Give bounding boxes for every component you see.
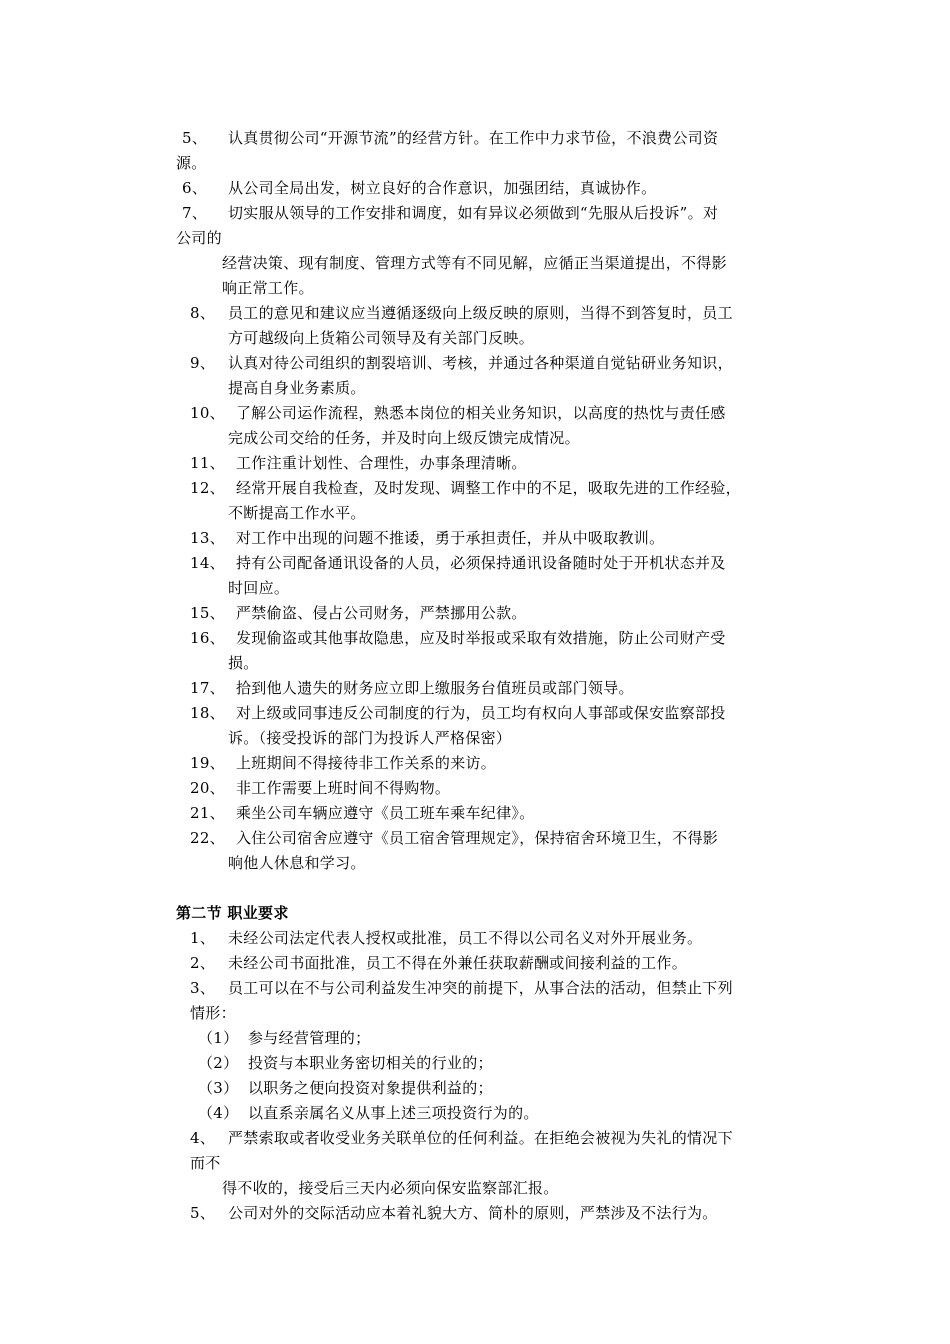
list-item: [190, 951, 687, 976]
item-number: 9、: [190, 354, 216, 372]
list-item: [190, 751, 496, 776]
list-item: [190, 351, 733, 376]
sub-item-number: （1）: [198, 1029, 239, 1047]
item-text: 入住公司宿舍应遵守《员工宿舍管理规定》，保持宿舍环境卫生，不得影: [236, 829, 719, 847]
item-continuation: 方可越级向上货箱公司领导及有关部门反映。: [228, 329, 535, 347]
item-number: 20、: [190, 779, 225, 797]
list-item: [190, 626, 726, 651]
item-number: 11、: [190, 454, 225, 472]
item-number: 14、: [190, 554, 225, 572]
list-item: [190, 801, 535, 826]
item-text: 认真对待公司组织的割裂培训、考核，并通过各种渠道自觉钻研业务知识，: [228, 354, 733, 372]
item-text: 非工作需要上班时间不得购物。: [236, 779, 451, 797]
sub-item: [198, 1051, 493, 1076]
item-number: 2、: [190, 954, 216, 972]
sub-item-number: （3）: [198, 1079, 239, 1097]
item-continuation: 公司的: [176, 229, 222, 247]
item-text: 经常开展自我检查，及时发现、调整工作中的不足，吸取先进的工作经验，: [236, 479, 741, 497]
item-continuation: 不断提高工作水平。: [228, 504, 366, 522]
item-text: 了解公司运作流程，熟悉本岗位的相关业务知识，以高度的热忱与责任感: [236, 404, 726, 422]
item-number: 19、: [190, 754, 225, 772]
item-number: 12、: [190, 479, 225, 497]
item-number: 8、: [190, 304, 216, 322]
item-number: 5、: [182, 129, 208, 147]
sub-item-number: （2）: [198, 1054, 239, 1072]
sub-item-text: 投资与本职业务密切相关的行业的；: [248, 1054, 493, 1072]
item-text: 工作注重计划性、合理性，办事条理清晰。: [236, 454, 527, 472]
list-item: [190, 676, 634, 701]
list-item: [190, 701, 726, 726]
sub-item-text: 以职务之便向投资对象提供利益的；: [248, 1079, 493, 1097]
item-text: 未经公司书面批准，员工不得在外兼任获取薪酬或间接利益的工作。: [228, 954, 688, 972]
list-item: [190, 451, 527, 476]
list-item: [190, 776, 450, 801]
list-item: [190, 976, 733, 1001]
item-number: 16、: [190, 629, 225, 647]
item-number: 15、: [190, 604, 225, 622]
item-continuation: 得不收的，接受后三天内必须向保安监察部汇报。: [222, 1179, 559, 1197]
item-number: 10、: [190, 404, 225, 422]
item-number: 22、: [190, 829, 225, 847]
list-item: [190, 301, 733, 326]
sub-item: [198, 1026, 370, 1051]
list-item: [182, 126, 718, 151]
list-item: [190, 526, 664, 551]
item-number: 17、: [190, 679, 225, 697]
item-text: 严禁偷盗、侵占公司财务，严禁挪用公款。: [236, 604, 527, 622]
item-continuation: 响他人休息和学习。: [228, 854, 366, 872]
sub-item: [198, 1076, 493, 1101]
list-item: [190, 476, 741, 501]
item-continuation: 提高自身业务素质。: [228, 379, 366, 397]
item-continuation: 时回应。: [228, 579, 290, 597]
item-number: 6、: [182, 179, 208, 197]
item-number: 3、: [190, 979, 216, 997]
item-text: 公司对外的交际活动应本着礼貌大方、简朴的原则，严禁涉及不法行为。: [228, 1204, 718, 1222]
item-text: 切实服从领导的工作安排和调度，如有异议必须做到“先服从后投诉”。对: [228, 204, 719, 222]
item-text: 拾到他人遗失的财务应立即上缴服务台值班员或部门领导。: [236, 679, 634, 697]
list-item: [190, 401, 726, 426]
sub-item-text: 参与经营管理的；: [248, 1029, 371, 1047]
item-number: 18、: [190, 704, 225, 722]
item-number: 7、: [182, 204, 208, 222]
item-number: 4、: [190, 1129, 216, 1147]
item-text: 从公司全局出发，树立良好的合作意识，加强团结，真诚协作。: [228, 179, 657, 197]
list-item: [190, 1201, 718, 1226]
item-continuation: 而不: [190, 1154, 221, 1172]
item-text: 对工作中出现的问题不推诿，勇于承担责任，并从中吸取教训。: [236, 529, 665, 547]
item-text: 发现偷盗或其他事故隐患，应及时举报或采取有效措施，防止公司财产受: [236, 629, 726, 647]
item-continuation: 损。: [228, 654, 259, 672]
sub-item: [198, 1101, 539, 1126]
section-heading: 第二节 职业要求: [176, 904, 289, 922]
item-text: 员工的意见和建议应当遵循逐级向上级反映的原则，当得不到答复时，员工: [228, 304, 733, 322]
item-text: 认真贯彻公司“开源节流”的经营方针。在工作中力求节俭，不浪费公司资: [228, 129, 719, 147]
item-text: 上班期间不得接待非工作关系的来访。: [236, 754, 497, 772]
list-item: [182, 176, 656, 201]
list-item: [190, 551, 726, 576]
item-number: 5、: [190, 1204, 216, 1222]
item-text: 对上级或同事违反公司制度的行为，员工均有权向人事部或保安监察部投: [236, 704, 726, 722]
list-item: [190, 926, 702, 951]
item-text: 员工可以在不与公司利益发生冲突的前提下，从事合法的活动，但禁止下列: [228, 979, 733, 997]
item-number: 1、: [190, 929, 216, 947]
list-item: [182, 201, 718, 226]
item-text: 持有公司配备通讯设备的人员，必须保持通讯设备随时处于开机状态并及: [236, 554, 726, 572]
list-item: [190, 1126, 733, 1151]
item-continuation: 完成公司交给的任务，并及时向上级反馈完成情况。: [228, 429, 580, 447]
item-text: 乘坐公司车辆应遵守《员工班车乘车纪律》。: [236, 804, 535, 822]
sub-item-text: 以直系亲属名义从事上述三项投资行为的。: [248, 1104, 539, 1122]
item-number: 13、: [190, 529, 225, 547]
item-text: 未经公司法定代表人授权或批准，员工不得以公司名义对外开展业务。: [228, 929, 703, 947]
item-continuation: 源。: [176, 154, 207, 172]
list-item: [190, 601, 527, 626]
list-item: [190, 826, 718, 851]
item-continuation: 经营决策、现有制度、管理方式等有不同见解，应循正当渠道提出，不得影: [222, 254, 727, 272]
item-continuation: 诉。（接受投诉的部门为投诉人严格保密）: [228, 729, 512, 747]
item-number: 21、: [190, 804, 225, 822]
item-continuation: 响正常工作。: [222, 279, 314, 297]
sub-item-number: （4）: [198, 1104, 239, 1122]
item-text: 严禁索取或者收受业务关联单位的任何利益。在拒绝会被视为失礼的情况下: [228, 1129, 733, 1147]
item-continuation: 情形：: [190, 1004, 236, 1022]
